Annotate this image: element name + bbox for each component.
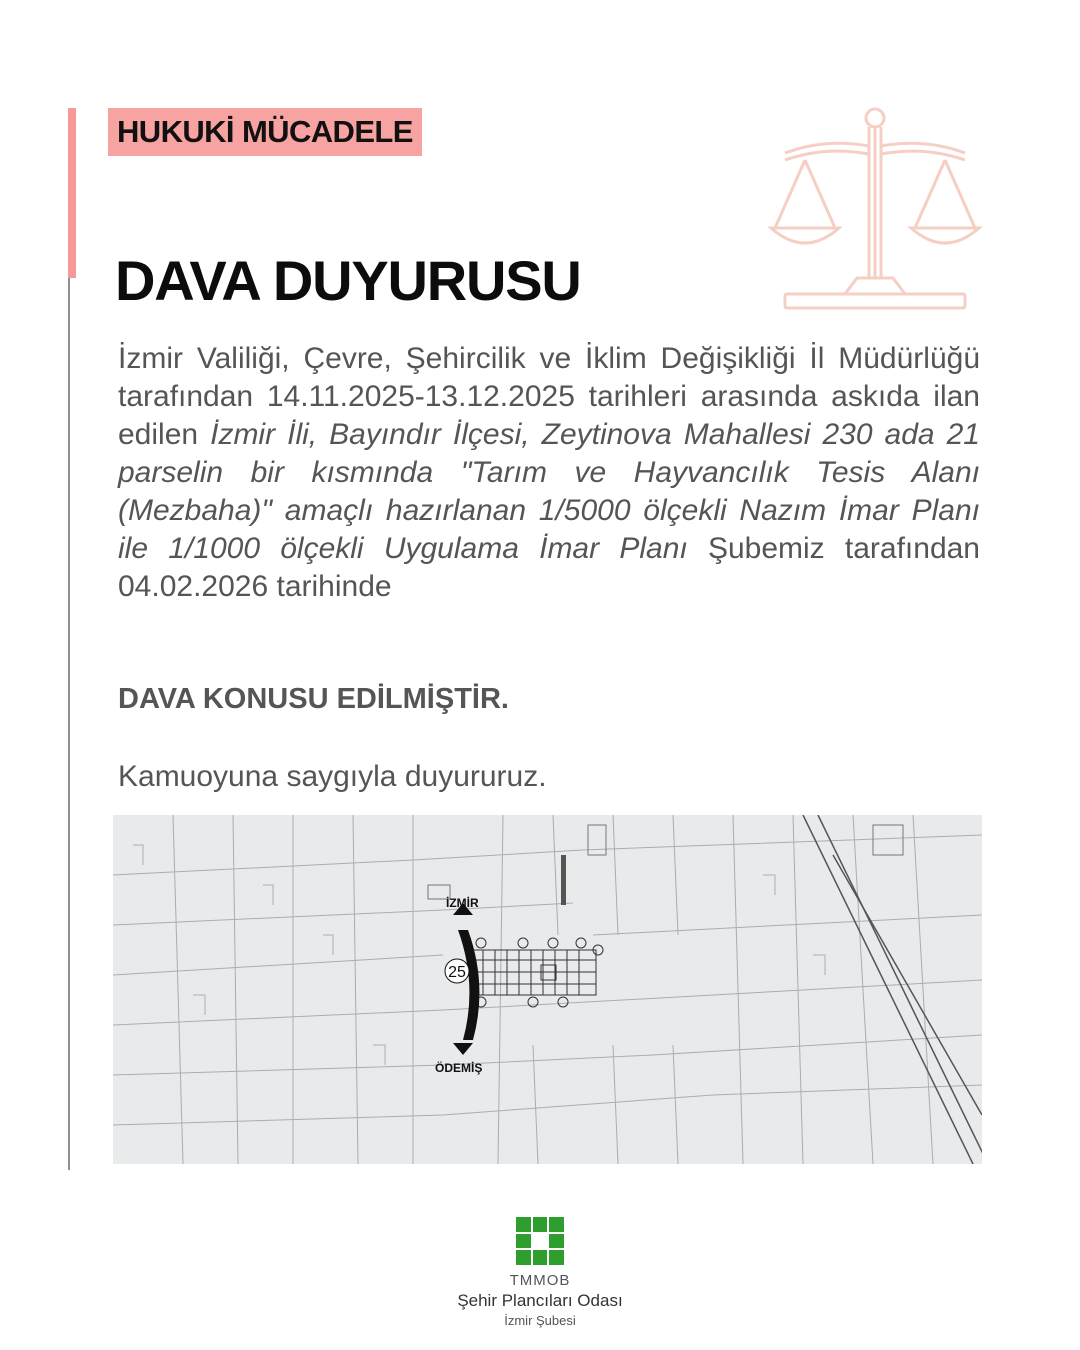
org-branch: İzmir Şubesi (504, 1313, 576, 1328)
map-label-odemis: ÖDEMİŞ (435, 1061, 483, 1075)
category-tag: HUKUKİ MÜCADELE (108, 108, 422, 156)
closing-text: Kamuoyuna saygıyla duyururuz. (118, 760, 547, 793)
road-number-label: 25 (448, 964, 466, 981)
announcement-text (118, 340, 980, 606)
org-name: Şehir Plancıları Odası (457, 1291, 623, 1310)
lawsuit-statement: DAVA KONUSU EDİLMİŞTİR. (118, 683, 509, 715)
plan-subject-text: İzmir İli, Bayındır İlçesi, Zeytinova Mahallesi 230 ada 21 parselin bir kısmında "Tarım ve Hayvancılık Tesis Alanı (Mezbaha)" amaçlı hazırlanan 1/5000 ölçekli Nazım İmar Planı ile 1/1000 ölçekli Uygulama İmar Planı (118, 418, 980, 565)
intro-text: İzmir Valiliği, Çevre, Şehircilik ve İklim Değişikliği İl Müdürlüğü tarafından 14.11.2025-13.12.2025 tarihleri arasında askıda ilan edilen (118, 342, 980, 451)
side-accent-bar (68, 108, 76, 278)
page-title: DAVA DUYURUSU (115, 249, 581, 312)
map-label-izmir: İZMİR (446, 896, 479, 910)
cadastral-plan-map (113, 815, 982, 1164)
outro-text: Şubemiz tarafından 04.02.2026 tarihinde (118, 532, 980, 603)
org-name-short: TMMOB (509, 1272, 571, 1289)
scales-of-justice-icon (765, 98, 985, 318)
organization-logo (440, 1272, 640, 1329)
tmmob-logo-icon (516, 1217, 564, 1265)
